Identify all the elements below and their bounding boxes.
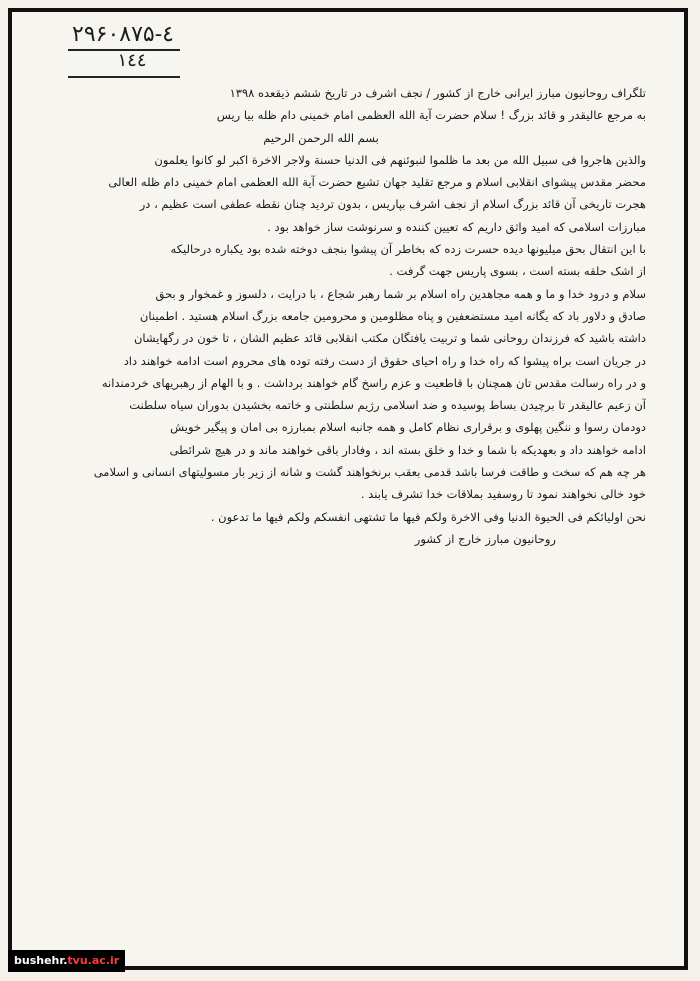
text-line: داشته باشید که فرزندان روحانی شما و تربیت یافتگان مکتب انقلابی قائد عظیم الشان ، تا خون در رگهایشان (133, 331, 646, 346)
archive-sub-number: ١٤٤ (117, 50, 147, 71)
telegram-body (76, 82, 646, 550)
text-line: آن زعیم عالیقدر تا برچیدن بساط پوسیده و ضد اسلامی رژیم سلطنتی و خاتمه بخشیدن بدوران سیاه سلطنت (129, 398, 646, 413)
text-line: دودمان رسوا و ننگین پهلوی و برقراری نظام کامل و همه جانبه اسلام بمبارزه بی امان و پیگیر خویش (170, 420, 646, 435)
archive-number: ٢٩۶٠٨٧۵-٤ (72, 22, 174, 47)
text-line: در جریان است براه پیشوا که راه خدا و راه احیای حقوق از دست رفته توده های محروم است ادامه خواهند داد (123, 353, 646, 368)
text-line: و در راه رسالت مقدس تان همچنان با قاطعیت و عزم راسخ گام خواهند برداشت . و با الهام از رهبریهای خردمندانه (101, 375, 646, 390)
text-line: هجرت تاریخی آن قائد بزرگ اسلام از نجف اشرف بپاریس ، بدون تردید چنان نقطه عطفی است عظیم ، در (139, 197, 646, 212)
telegram-header: تلگراف روحانیون مبارز ایرانی خارج از کشور / نجف اشرف در تاریخ ششم ذیقعده ١٣٩٨ (229, 86, 646, 100)
text-line: صادق و دلاور باد که یگانه امید مستضعفین و پناه مظلومین و محرومین جامعه بزرگ اسلام هستید . اطمینان (139, 308, 646, 323)
basmala: بسم الله الرحمن الرحیم (263, 130, 379, 145)
text-line: ادامه خواهند داد و بعهدیکه با شما و خدا و خلق بسته اند ، وفادار باقی خواهند ماند و در هیچ شرائطی (169, 442, 646, 457)
text-line: خود خالی نخواهند نمود تا روسفید بملاقات خدا تشرف یابند . (360, 487, 646, 502)
quran-verse: والذین هاجروا فی سبیل الله من بعد ما ظلموا لنبوئنهم فی الدنیا حسنة ولاجر الاخرة اکبر لو کانوا یعلمون (154, 152, 646, 167)
salutation: به مرجع عالیقدر و قائد بزرگ ! سلام حضرت آیة الله العظمی امام خمینی دام ظله بیا ریس (216, 108, 646, 123)
text-line: هر چه هم که سخت و طاقت فرسا باشد قدمی بعقب برنخواهند گشت و شانه از زیر بار مسولیتهای انسانی و اسلامی (93, 465, 646, 480)
text-line: مبارزات اسلامی که امید واثق داریم که تعیین کننده و سرنوشت ساز خواهد بود . (267, 219, 646, 234)
document-frame (8, 8, 688, 970)
text-line: از اشک حلقه بسته است ، بسوی پاریس جهت گرفت . (389, 264, 646, 279)
watermark-domain: tvu.ac.ir (67, 954, 120, 967)
closing-verse: نحن اولیائکم فی الحیوة الدنیا وفی الاخرة ولکم فیها ما تشتهی انفسکم ولکم فیها ما تدعون . (210, 509, 646, 524)
text-line: محضر مقدس پیشوای انقلابی اسلام و مرجع تقلید جهان تشیع حضرت آیة الله العظمی امام خمینی دام ظله العالی (108, 175, 646, 190)
handnote-underline-2 (68, 76, 180, 78)
watermark-prefix: bushehr. (14, 954, 68, 967)
signature: روحانیون مبارز خارج از کشور (414, 531, 556, 546)
text-line: سلام و درود خدا و ما و همه مجاهدین راه اسلام بر شما رهبر شجاع ، با درایت ، دلسوز و غمخوار و بحق (155, 286, 646, 301)
site-watermark (8, 950, 125, 972)
text-line: با این انتقال بحق میلیونها دیده حسرت زده که بخاطر آن پیشوا بنجف دوخته شده بود یکباره درحالیکه (170, 242, 646, 257)
